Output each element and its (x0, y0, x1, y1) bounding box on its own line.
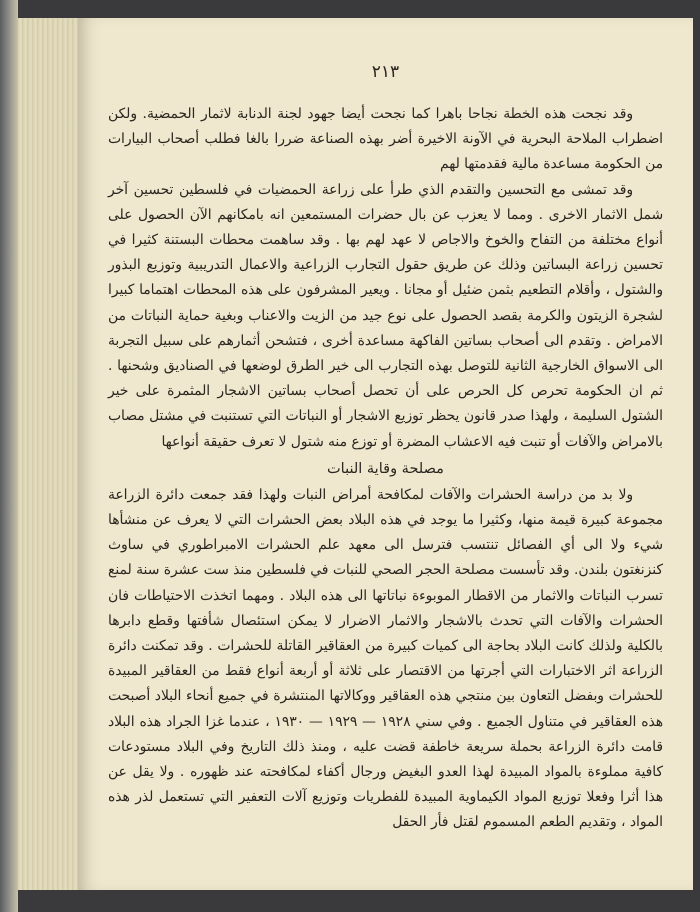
page-stack-edge (18, 18, 79, 890)
page-body (108, 102, 663, 836)
paragraph-fruit-improvement: وقد تمشى مع التحسين والتقدم الذي طرأ على زراعة الحمضيات في فلسطين تحسين آخر شمل الاثمار الاخرى . ومما لا يعزب عن بال حضرات المستمعين انه بامكانهم الآن الحصول على أنواع مختلفة من التفاح والخوخ والاجاص لا عهد لهم بها . وقد ساهمت محطات البستنة كثيرا في تحسين زراعة البساتين وذلك عن طريق حقول التجارب الزراعية والاعمال التدريبية وتوزيع البذور والشتول ، وأقلام التطعيم بثمن ضئيل أو مجانا . ويعير المشرفون على هذه المحطات اهتماما كبيرا لشجرة الزيتون والكرمة بقصد الحصول على نوع جيد من الزيت والاعناب وبغية حماية النباتات من الامراض . وتقدم الى أصحاب بساتين الفاكهة مساعدة أخرى ، فتشحن أثمارهم على سبيل التجربة الى الاسواق الخارجية الثانية للتوصل بهذه التجارب الى خير الطرق لوضعها في الصناديق وشحنها . ثم ان الحكومة تحرص كل الحرص على أن تحصل أصحاب بساتين الاشجار المثمرة على خير الشتول السليمة ، ولهذا صدر قانون يحظر توزيع الاشجار أو النباتات التي تستنبت في مشتل مصاب بالامراض والآفات أو تنبت فيه الاعشاب المضرة أو توزع منه شتول لا تعرف حقيقة أنواعها (108, 181, 663, 450)
page-number: ٢١٣ (371, 62, 400, 82)
paragraph-plant-protection: ولا بد من دراسة الحشرات والآفات لمكافحة أمراض النبات ولهذا فقد جمعت دائرة الزراعة مجموعة كبيرة قيمة منها، وكثيرا ما يوجد في هذه البلاد بعض الحشرات التي لا يعرف عن منشأها شيء ولا الى أي الفصائل تنتسب فترسل الى معهد علم الحشرات الامبراطوري في ساوث كنزنغتون بلندن. وقد تأسست مصلحة الحجر الصحي للنبات في فلسطين منذ ست عشرة سنة لمنع تسرب النباتات والاثمار من الاقطار الموبوءة نباتاتها الى هذه البلاد . ومهما اتخذت الاحتياطات فان الحشرات والآفات التي تحدث بالاشجار والاثمار الاضرار لا يمكن استئصال شأفتها وقطع دابرها بالكلية ولذلك كانت البلاد بحاجة الى كميات كبيرة من العقاقير القاتلة للحشرات . وقد تمكنت دائرة الزراعة اثر الاختبارات التي أجرتها من الاقتصار على ثلاثة أو أربعة أنواع فقط من العقاقير المبيدة للحشرات وبفضل التعاون بين منتجي هذه العقاقير ووكالاتها المنتشرة في جميع أنحاء البلاد أصبحت هذه العقاقير في متناول الجميع . وفي سني ١٩٢٨ — ١٩٢٩ — ١٩٣٠ ، عندما غزا الجراد هذه البلاد قامت دائرة الزراعة بحملة سريعة خاطفة قضت عليه ، ومنذ ذلك التاريخ وفي البلاد مستودعات كافية مملوءة بالمواد المبيدة لهذا العدو البغيض ورجال أكفاء لمكافحته عند ظهوره . ولا يقل عن هذا أثرا وفعلا توزيع المواد الكيماوية المبيدة للفطريات وتوزيع آلات التعفير التي تستعمل لذر هذه المواد ، وتقديم الطعم المسموم لقتل فأر الحقل (108, 486, 663, 831)
section-heading: مصلحة وقاية النبات (327, 460, 444, 477)
book-page (78, 18, 693, 890)
paragraph-lemon-growers: وقد نجحت هذه الخطة نجاحا باهرا كما نجحت أيضا جهود لجنة الدنابة لاثمار الحمضية. ولكن اضطراب الملاحة البحرية في الآونة الاخيرة أضر بهذه الصناعة ضررا بالغا فطلب أصحاب البيارات من الحكومة مساعدة مالية فقدمتها لهم (108, 106, 663, 173)
book-cover-edge (0, 0, 18, 912)
